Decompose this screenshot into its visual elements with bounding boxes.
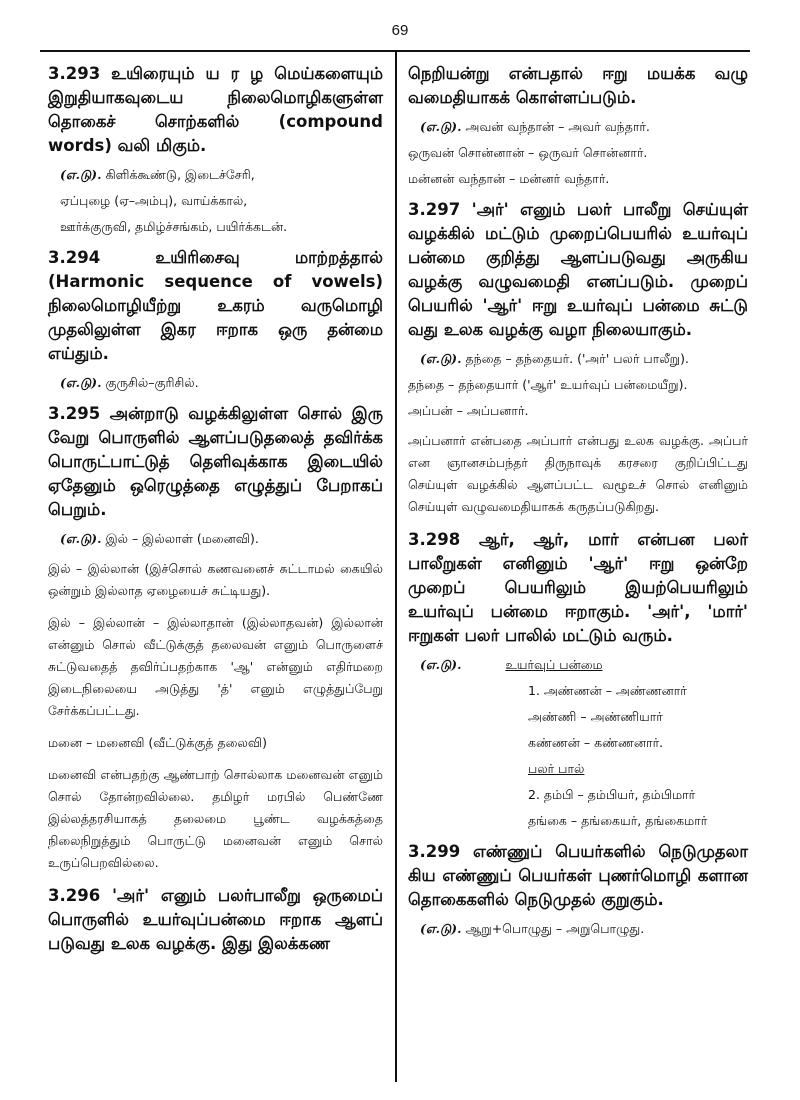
subheading: உயர்வுப் பன்மை [505, 657, 603, 672]
example-3-297 [408, 350, 748, 420]
section-3-295: 3.295 அன்றாடு வழக்கிலுள்ள சொல் இரு வேறு பொருளில் ஆளப்படுதலைத் தவிர்க்க பொருட்பாட்டுத் தெளிவுக்காக இடையில் ஏதேனும் ஒரெழுத்தை எழுத்துப் பேறாகப் பெறும். [48, 404, 383, 519]
example-3-299 [408, 920, 748, 938]
example-line: குருசில்–குரிசில். [105, 375, 199, 390]
example-line: இல் – இல்லாள் (மனைவி). [105, 531, 259, 546]
example-line: 1. அண்ணன் – அண்ணனார் [528, 683, 687, 698]
example-line: அண்ணி – அண்ணியார் [528, 709, 663, 724]
example-line: 2. தம்பி – தம்பியர், தம்பிமார் [528, 787, 696, 802]
example-line: ஏப்புழை (ஏ–அம்பு), வாய்க்கால், [60, 193, 248, 208]
example-line: மன்னன் வந்தான் – மன்னர் வந்தார். [408, 171, 610, 186]
example-label: (எ.டு). [420, 119, 462, 134]
example-line: தங்கை – தங்கையர், தங்கைமார் [528, 813, 708, 828]
section-3-299: 3.299 எண்ணுப் பெயர்களில் நெடுமுதலா கிய எண்ணுப் பெயர்கள் புணர்மொழி களான தொகைகளில் நெடுமுதல் குறுகும். [408, 842, 748, 909]
example-label: (எ.டு). [60, 531, 102, 546]
page-number: 69 [391, 22, 409, 39]
example-3-293 [48, 166, 383, 236]
paragraph: இல் – இல்லான் (இச்சொல் கணவனைச் சுட்டாமல் கையில் ஒன்றும் இல்லாத ஏழையைச் சுட்டியது). [48, 561, 383, 598]
example-label: (எ.டு). [60, 167, 102, 182]
example-line: தந்தை – தந்தையார் ('ஆர்' உயர்வுப் பன்மையீறு). [408, 377, 688, 392]
example-label: (எ.டு). [420, 657, 462, 672]
example-3-294 [48, 374, 383, 392]
example-line: கண்ணன் – கண்ணனார். [528, 735, 664, 750]
example-label: (எ.டு). [420, 921, 462, 936]
paragraph: அப்பனார் என்பதை அப்பார் என்பது உலக வழக்கு. அப்பர் என ஞானசம்பந்தர் திருநாவுக் கரசரை குறிப்பிட்டது செய்யுள் வழக்கில் ஆளப்பட்ட வழூஉச் சொல் எனினும் செய்யுள் வழுவமைதியாகக் கருதப்படுகிறது. [408, 433, 748, 514]
example-line: ஆறு+பொழுது – அறுபொழுது. [465, 921, 645, 936]
example-line: ஊர்க்குருவி, தமிழ்ச்சங்கம், பயிர்க்கடன். [60, 219, 288, 234]
example-line: அப்பன் – அப்பனார். [408, 403, 529, 418]
example-line: ஒருவன் சொன்னான் – ஒருவர் சொன்னார். [408, 145, 648, 160]
example-3-295 [48, 530, 383, 548]
example-3-296 [408, 118, 748, 188]
paragraph: மனைவி என்பதற்கு ஆண்பாற் சொல்லாக மனைவன் எனும் சொல் தோன்றவில்லை. தமிழர் மரபில் பெண்ணே இல்லத்தரசியாகத் தலைமை பூண்ட வழக்கத்தை நிலைநிறுத்தும் பொருட்டு மனைவன் எனும் சொல் உருப்பெறவில்லை. [48, 767, 383, 870]
section-3-298: 3.298 ஆர், ஆர், மார் என்பன பலர் பாலீறுகள் எனினும் 'ஆர்' ஈறு ஒன்றே முறைப் பெயரிலும் இயற்பெயரிலும் உயர்வுப் பன்மை ஈறாகும். 'அர்', 'மார்' ஈறுகள் பலர் பாலில் மட்டும் வரும். [408, 530, 748, 645]
column-divider [395, 52, 397, 1082]
example-label: (எ.டு). [420, 351, 462, 366]
section-3-296: 3.296 'அர்' எனும் பலர்பாலீறு ஒருமைப் பொருளில் உயர்வுப்பன்மை ஈறாக ஆளப் படுவது உலக வழக்கு. இது இலக்கண [48, 886, 383, 953]
subheading: பலர் பால் [528, 761, 585, 776]
section-3-297: 3.297 'அர்' எனும் பலர் பாலீறு செய்யுள் வழக்கில் மட்டும் முறைப்பெயரில் உயர்வுப் பன்மை குறித்து ஆளப்படுவது அருகிய வழக்கு வழுவமைதி எனப்படும். முறைப் பெயரில் 'ஆர்' ஈறு உயர்வுப் பன்மை சுட்டு வது உலக வழக்கு வழா நிலையாகும். [408, 200, 748, 339]
right-column [408, 62, 748, 948]
example-label: (எ.டு). [60, 375, 102, 390]
paragraph: இல் – இல்லான் – இல்லாதான் (இல்லாதவன்) இல்லான் என்னும் சொல் வீட்டுக்குத் தலைவன் எனும் பொருளைச் சுட்டுவதைத் தவிர்ப்பதற்காக 'ஆ' என்னும் எதிர்மறை இடைநிலையை அடுத்து 'த்' எனும் எழுத்துப்பேறு சேர்க்கப்பட்டது. [48, 615, 383, 718]
example-line: அவன் வந்தான் – அவர் வந்தார். [465, 119, 650, 134]
example-line: கிளிக்கூண்டு, இடைச்சேரி, [105, 167, 255, 182]
example-3-298 [408, 656, 748, 830]
section-3-294: 3.294 உயிரிசைவு மாற்றத்தால் (Harmonic sequence of vowels) நிலைமொழியீற்று உகரம் வருமொழி முதலிலுள்ள இகர ஈறாக ஒரு தன்மை எய்தும். [48, 248, 383, 363]
example-line: தந்தை – தந்தையர். ('அர்' பலர் பாலீறு). [465, 351, 689, 366]
left-column [48, 62, 383, 964]
section-3-293: 3.293 உயிரையும் ய ர ழ மெய்களையும் இறுதியாகவுடைய நிலைமொழிகளுள்ள தொகைச் சொற்களில் (compound words) வலி மிகும். [48, 64, 383, 155]
paragraph: மனை – மனைவி (வீட்டுக்குத் தலைவி) [48, 735, 267, 750]
section-3-296-continued: நெறியன்று என்பதால் ஈறு மயக்க வழு வமைதியாகக் கொள்ளப்படும். [408, 64, 748, 107]
